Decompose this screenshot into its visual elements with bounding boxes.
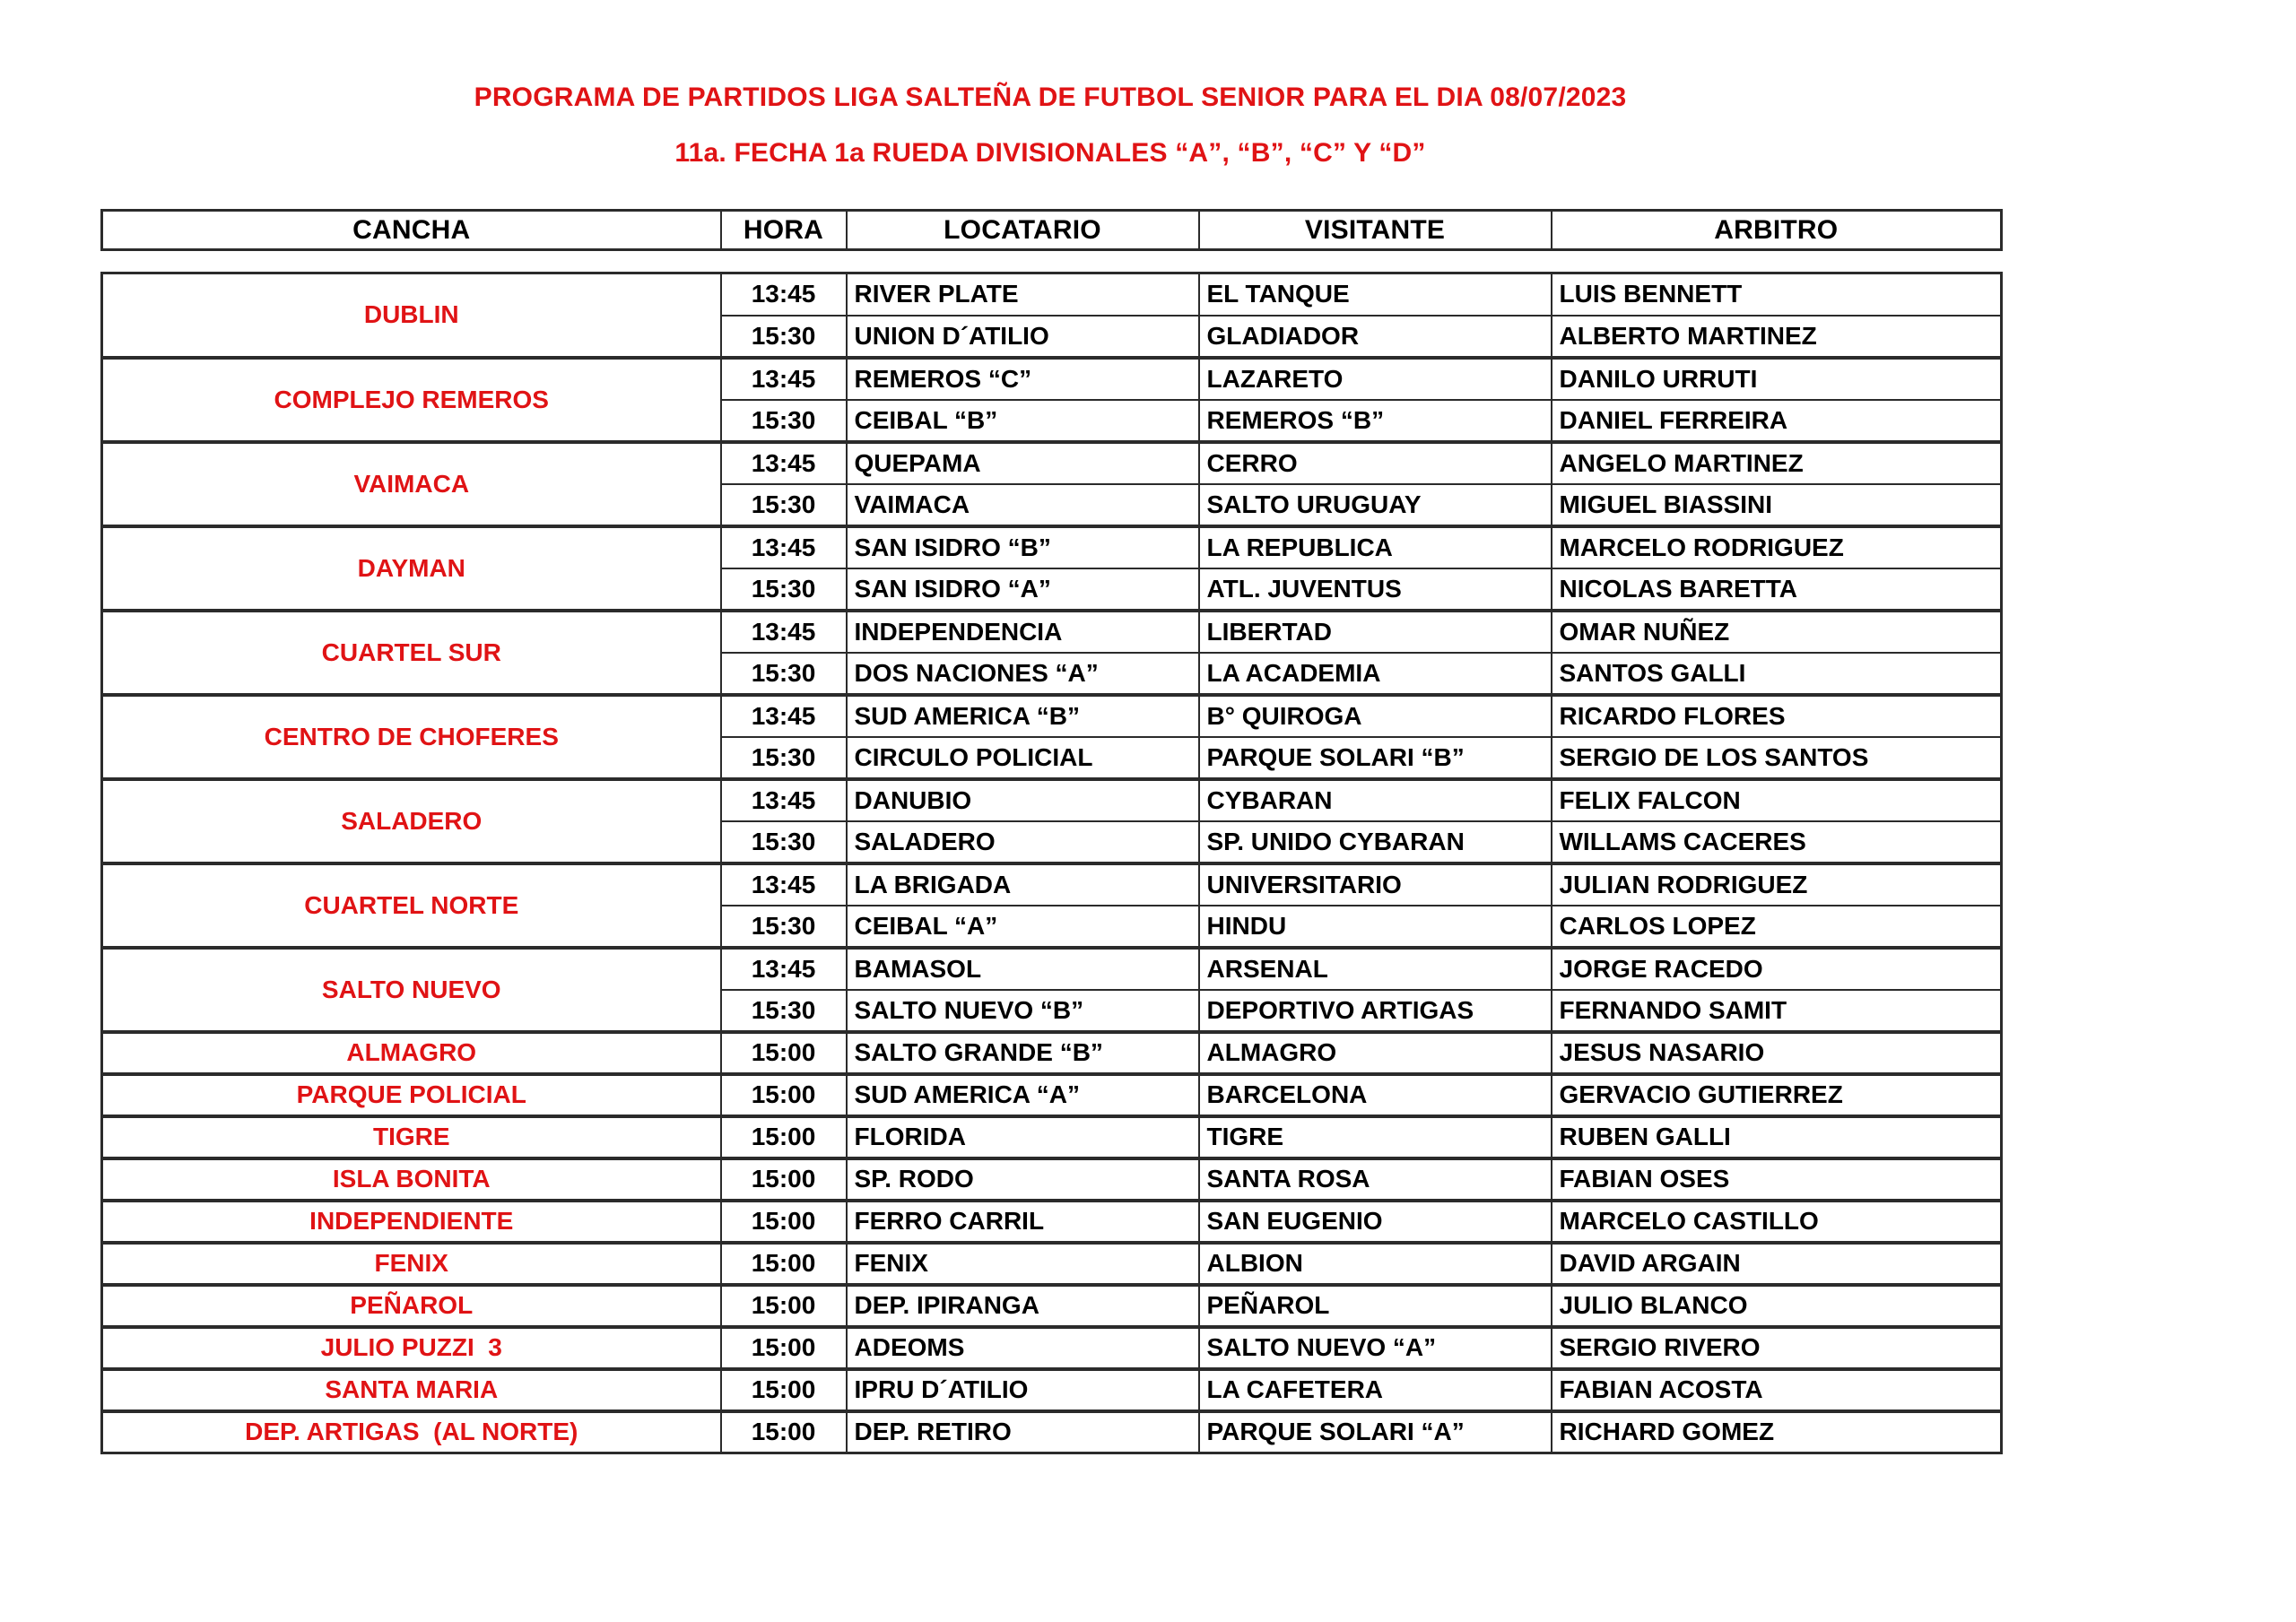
- time-cell: 13:45: [721, 611, 847, 653]
- away-team-cell: ARSENAL: [1199, 948, 1552, 990]
- venue-cell: FENIX: [102, 1243, 721, 1285]
- time-cell: 15:30: [721, 821, 847, 863]
- away-team-cell: SANTA ROSA: [1199, 1158, 1552, 1201]
- time-cell: 15:30: [721, 737, 847, 779]
- schedule-header-table: [100, 209, 2003, 251]
- home-team-cell: INDEPENDENCIA: [847, 611, 1199, 653]
- away-team-cell: ALMAGRO: [1199, 1032, 1552, 1074]
- home-team-cell: ADEOMS: [847, 1327, 1199, 1369]
- referee-cell: RICARDO FLORES: [1552, 695, 2002, 737]
- time-cell: 15:30: [721, 906, 847, 948]
- match-row: [102, 358, 2002, 400]
- header-row: [102, 211, 2002, 250]
- time-cell: 15:00: [721, 1158, 847, 1201]
- venue-cell: INDEPENDIENTE: [102, 1201, 721, 1243]
- home-team-cell: UNION D´ATILIO: [847, 316, 1199, 358]
- time-cell: 15:30: [721, 484, 847, 526]
- venue-cell: DAYMAN: [102, 526, 721, 611]
- away-team-cell: ALBION: [1199, 1243, 1552, 1285]
- referee-cell: ANGELO MARTINEZ: [1552, 442, 2002, 484]
- referee-cell: SANTOS GALLI: [1552, 653, 2002, 695]
- home-team-cell: CEIBAL “B”: [847, 400, 1199, 442]
- home-team-cell: SUD AMERICA “B”: [847, 695, 1199, 737]
- match-row: [102, 779, 2002, 821]
- time-cell: 13:45: [721, 863, 847, 906]
- time-cell: 15:30: [721, 400, 847, 442]
- venue-cell: DUBLIN: [102, 273, 721, 358]
- home-team-cell: SAN ISIDRO “B”: [847, 526, 1199, 568]
- match-row: [102, 526, 2002, 568]
- time-cell: 13:45: [721, 948, 847, 990]
- away-team-cell: PEÑAROL: [1199, 1285, 1552, 1327]
- referee-cell: FERNANDO SAMIT: [1552, 990, 2002, 1032]
- referee-cell: JESUS NASARIO: [1552, 1032, 2002, 1074]
- referee-cell: FABIAN ACOSTA: [1552, 1369, 2002, 1411]
- referee-cell: WILLAMS CACERES: [1552, 821, 2002, 863]
- referee-cell: FELIX FALCON: [1552, 779, 2002, 821]
- referee-cell: RICHARD GOMEZ: [1552, 1411, 2002, 1453]
- match-row: [102, 611, 2002, 653]
- referee-cell: JULIO BLANCO: [1552, 1285, 2002, 1327]
- header-arbitro: ARBITRO: [1552, 211, 2002, 250]
- venue-cell: JULIO PUZZI 3: [102, 1327, 721, 1369]
- away-team-cell: SP. UNIDO CYBARAN: [1199, 821, 1552, 863]
- venue-cell: CUARTEL NORTE: [102, 863, 721, 948]
- match-row: [102, 1158, 2002, 1201]
- match-row: [102, 1116, 2002, 1158]
- away-team-cell: B° QUIROGA: [1199, 695, 1552, 737]
- home-team-cell: SUD AMERICA “A”: [847, 1074, 1199, 1116]
- home-team-cell: FLORIDA: [847, 1116, 1199, 1158]
- away-team-cell: DEPORTIVO ARTIGAS: [1199, 990, 1552, 1032]
- time-cell: 13:45: [721, 779, 847, 821]
- referee-cell: ALBERTO MARTINEZ: [1552, 316, 2002, 358]
- venue-cell: DEP. ARTIGAS (AL NORTE): [102, 1411, 721, 1453]
- referee-cell: OMAR NUÑEZ: [1552, 611, 2002, 653]
- away-team-cell: LIBERTAD: [1199, 611, 1552, 653]
- time-cell: 15:00: [721, 1116, 847, 1158]
- match-row: [102, 1411, 2002, 1453]
- away-team-cell: LA REPUBLICA: [1199, 526, 1552, 568]
- home-team-cell: DANUBIO: [847, 779, 1199, 821]
- time-cell: 15:00: [721, 1074, 847, 1116]
- time-cell: 15:30: [721, 568, 847, 611]
- match-row: [102, 442, 2002, 484]
- match-row: [102, 695, 2002, 737]
- home-team-cell: SALTO NUEVO “B”: [847, 990, 1199, 1032]
- referee-cell: DAVID ARGAIN: [1552, 1243, 2002, 1285]
- home-team-cell: BAMASOL: [847, 948, 1199, 990]
- time-cell: 15:30: [721, 316, 847, 358]
- home-team-cell: DEP. RETIRO: [847, 1411, 1199, 1453]
- away-team-cell: BARCELONA: [1199, 1074, 1552, 1116]
- home-team-cell: DOS NACIONES “A”: [847, 653, 1199, 695]
- away-team-cell: ATL. JUVENTUS: [1199, 568, 1552, 611]
- home-team-cell: IPRU D´ATILIO: [847, 1369, 1199, 1411]
- away-team-cell: LAZARETO: [1199, 358, 1552, 400]
- venue-cell: PEÑAROL: [102, 1285, 721, 1327]
- away-team-cell: GLADIADOR: [1199, 316, 1552, 358]
- time-cell: 13:45: [721, 526, 847, 568]
- away-team-cell: CERRO: [1199, 442, 1552, 484]
- match-row: [102, 1369, 2002, 1411]
- page-title: PROGRAMA DE PARTIDOS LIGA SALTEÑA DE FUTBOL SENIOR PARA EL DIA 08/07/2023: [474, 82, 1627, 112]
- time-cell: 15:30: [721, 653, 847, 695]
- venue-cell: ALMAGRO: [102, 1032, 721, 1074]
- match-row: [102, 1074, 2002, 1116]
- time-cell: 15:00: [721, 1411, 847, 1453]
- away-team-cell: REMEROS “B”: [1199, 400, 1552, 442]
- home-team-cell: CIRCULO POLICIAL: [847, 737, 1199, 779]
- away-team-cell: SAN EUGENIO: [1199, 1201, 1552, 1243]
- away-team-cell: HINDU: [1199, 906, 1552, 948]
- header-hora: HORA: [721, 211, 847, 250]
- referee-cell: NICOLAS BARETTA: [1552, 568, 2002, 611]
- schedule-table-body: [102, 273, 2002, 1453]
- home-team-cell: FENIX: [847, 1243, 1199, 1285]
- venue-cell: TIGRE: [102, 1116, 721, 1158]
- page-subtitle: 11a. FECHA 1a RUEDA DIVISIONALES “A”, “B”, “C” Y “D”: [674, 138, 1426, 168]
- home-team-cell: SAN ISIDRO “A”: [847, 568, 1199, 611]
- venue-cell: CENTRO DE CHOFERES: [102, 695, 721, 779]
- referee-cell: JULIAN RODRIGUEZ: [1552, 863, 2002, 906]
- away-team-cell: EL TANQUE: [1199, 273, 1552, 316]
- referee-cell: SERGIO RIVERO: [1552, 1327, 2002, 1369]
- away-team-cell: TIGRE: [1199, 1116, 1552, 1158]
- match-row: [102, 863, 2002, 906]
- home-team-cell: SALTO GRANDE “B”: [847, 1032, 1199, 1074]
- referee-cell: DANILO URRUTI: [1552, 358, 2002, 400]
- referee-cell: MIGUEL BIASSINI: [1552, 484, 2002, 526]
- home-team-cell: LA BRIGADA: [847, 863, 1199, 906]
- match-row: [102, 1327, 2002, 1369]
- referee-cell: MARCELO RODRIGUEZ: [1552, 526, 2002, 568]
- time-cell: 13:45: [721, 273, 847, 316]
- referee-cell: GERVACIO GUTIERREZ: [1552, 1074, 2002, 1116]
- schedule-table: [100, 272, 2003, 1454]
- venue-cell: CUARTEL SUR: [102, 611, 721, 695]
- away-team-cell: LA CAFETERA: [1199, 1369, 1552, 1411]
- venue-cell: SANTA MARIA: [102, 1369, 721, 1411]
- match-row: [102, 1032, 2002, 1074]
- referee-cell: LUIS BENNETT: [1552, 273, 2002, 316]
- time-cell: 15:00: [721, 1032, 847, 1074]
- away-team-cell: SALTO NUEVO “A”: [1199, 1327, 1552, 1369]
- referee-cell: JORGE RACEDO: [1552, 948, 2002, 990]
- home-team-cell: QUEPAMA: [847, 442, 1199, 484]
- match-row: [102, 1201, 2002, 1243]
- referee-cell: CARLOS LOPEZ: [1552, 906, 2002, 948]
- match-row: [102, 1243, 2002, 1285]
- venue-cell: COMPLEJO REMEROS: [102, 358, 721, 442]
- header-visitante: VISITANTE: [1199, 211, 1552, 250]
- home-team-cell: VAIMACA: [847, 484, 1199, 526]
- referee-cell: RUBEN GALLI: [1552, 1116, 2002, 1158]
- venue-cell: PARQUE POLICIAL: [102, 1074, 721, 1116]
- match-row: [102, 1285, 2002, 1327]
- time-cell: 13:45: [721, 358, 847, 400]
- venue-cell: SALTO NUEVO: [102, 948, 721, 1032]
- venue-cell: SALADERO: [102, 779, 721, 863]
- referee-cell: DANIEL FERREIRA: [1552, 400, 2002, 442]
- referee-cell: SERGIO DE LOS SANTOS: [1552, 737, 2002, 779]
- away-team-cell: PARQUE SOLARI “B”: [1199, 737, 1552, 779]
- home-team-cell: CEIBAL “A”: [847, 906, 1199, 948]
- time-cell: 15:00: [721, 1327, 847, 1369]
- away-team-cell: UNIVERSITARIO: [1199, 863, 1552, 906]
- time-cell: 15:00: [721, 1201, 847, 1243]
- referee-cell: MARCELO CASTILLO: [1552, 1201, 2002, 1243]
- home-team-cell: DEP. IPIRANGA: [847, 1285, 1199, 1327]
- home-team-cell: FERRO CARRIL: [847, 1201, 1199, 1243]
- home-team-cell: REMEROS “C”: [847, 358, 1199, 400]
- header-locatario: LOCATARIO: [847, 211, 1199, 250]
- away-team-cell: CYBARAN: [1199, 779, 1552, 821]
- referee-cell: FABIAN OSES: [1552, 1158, 2002, 1201]
- home-team-cell: RIVER PLATE: [847, 273, 1199, 316]
- venue-cell: ISLA BONITA: [102, 1158, 721, 1201]
- match-row: [102, 948, 2002, 990]
- time-cell: 13:45: [721, 442, 847, 484]
- time-cell: 15:30: [721, 990, 847, 1032]
- time-cell: 15:00: [721, 1243, 847, 1285]
- venue-cell: VAIMACA: [102, 442, 721, 526]
- time-cell: 15:00: [721, 1369, 847, 1411]
- header-cancha: CANCHA: [102, 211, 721, 250]
- time-cell: 15:00: [721, 1285, 847, 1327]
- home-team-cell: SP. RODO: [847, 1158, 1199, 1201]
- match-row: [102, 273, 2002, 316]
- away-team-cell: PARQUE SOLARI “A”: [1199, 1411, 1552, 1453]
- time-cell: 13:45: [721, 695, 847, 737]
- home-team-cell: SALADERO: [847, 821, 1199, 863]
- away-team-cell: LA ACADEMIA: [1199, 653, 1552, 695]
- away-team-cell: SALTO URUGUAY: [1199, 484, 1552, 526]
